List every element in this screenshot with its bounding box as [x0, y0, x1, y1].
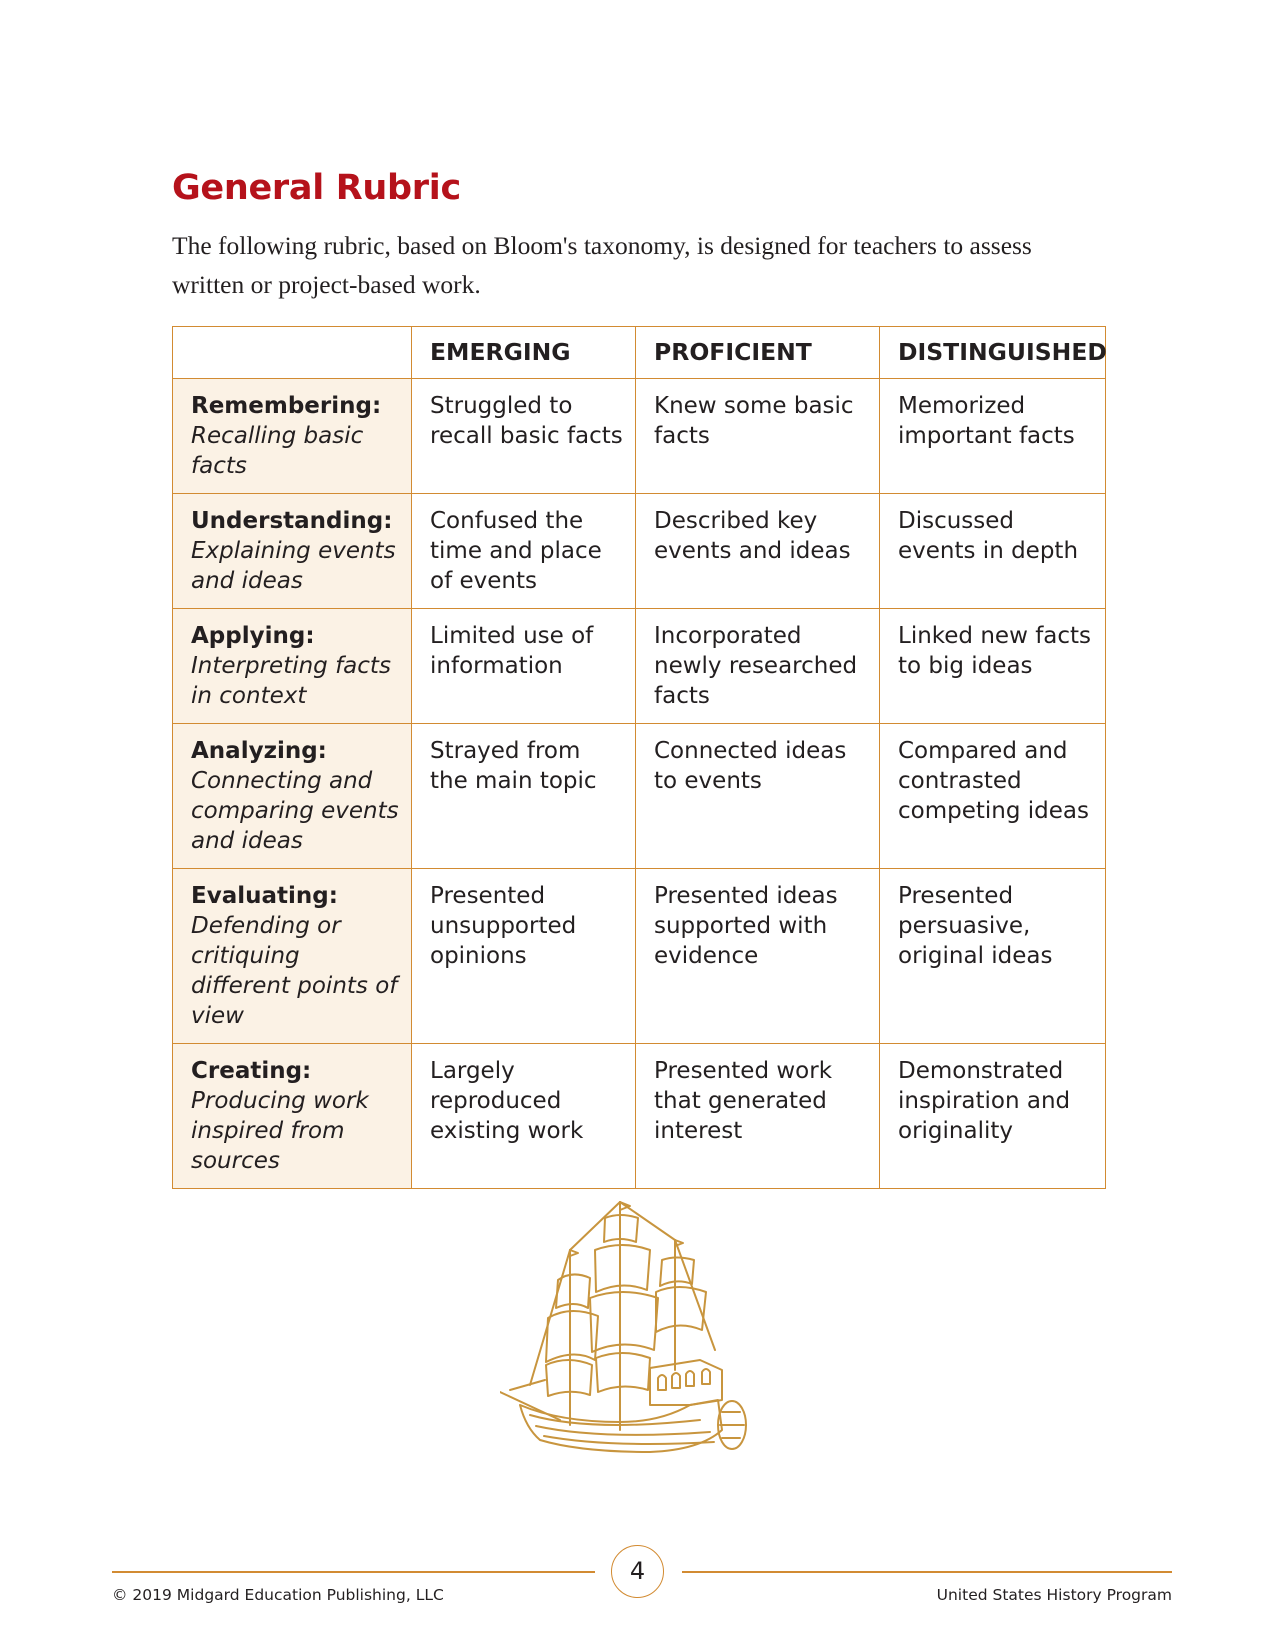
emerging-cell: Limited use of information: [412, 609, 636, 724]
level-name: Applying:: [191, 623, 315, 649]
level-name: Evaluating:: [191, 883, 338, 909]
page-title: General Rubric: [172, 168, 461, 208]
level-cell: [173, 379, 412, 494]
level-description: Producing work inspired from sources: [191, 1088, 369, 1174]
proficient-cell: Presented work that generated interest: [636, 1044, 880, 1189]
table-row: [173, 379, 1106, 494]
header-cell-distinguished: DISTINGUISHED: [880, 327, 1106, 379]
footer-divider-right: [682, 1571, 1172, 1573]
distinguished-cell: Linked new facts to big ideas: [880, 609, 1106, 724]
footer-program-name: United States History Program: [936, 1586, 1172, 1604]
proficient-cell: Connected ideas to events: [636, 724, 880, 869]
proficient-cell: Knew some basic facts: [636, 379, 880, 494]
distinguished-cell: Presented persuasive, original ideas: [880, 869, 1106, 1044]
page-number: 4: [611, 1545, 664, 1598]
footer-divider-left: [112, 1571, 595, 1573]
ship-icon: [500, 1200, 760, 1460]
level-cell: [173, 609, 412, 724]
level-description: Interpreting facts in context: [191, 653, 391, 709]
level-name: Analyzing:: [191, 738, 327, 764]
level-cell: [173, 869, 412, 1044]
emerging-cell: Struggled to recall basic facts: [412, 379, 636, 494]
table-row: [173, 609, 1106, 724]
level-cell: [173, 724, 412, 869]
level-cell: [173, 494, 412, 609]
header-cell-blank: [173, 327, 412, 379]
table-row: [173, 869, 1106, 1044]
header-cell-emerging: EMERGING: [412, 327, 636, 379]
emerging-cell: Strayed from the main topic: [412, 724, 636, 869]
distinguished-cell: Compared and contrasted competing ideas: [880, 724, 1106, 869]
proficient-cell: Presented ideas supported with evidence: [636, 869, 880, 1044]
level-name: Remembering:: [191, 393, 382, 419]
table-row: [173, 1044, 1106, 1189]
emerging-cell: Confused the time and place of events: [412, 494, 636, 609]
emerging-cell: Largely reproduced existing work: [412, 1044, 636, 1189]
distinguished-cell: Memorized important facts: [880, 379, 1106, 494]
level-description: Explaining events and ideas: [191, 538, 396, 594]
footer-copyright: © 2019 Midgard Education Publishing, LLC: [112, 1586, 444, 1604]
header-cell-proficient: PROFICIENT: [636, 327, 880, 379]
level-name: Understanding:: [191, 508, 393, 534]
proficient-cell: Described key events and ideas: [636, 494, 880, 609]
table-header-row: [173, 327, 1106, 379]
rubric-table: [172, 326, 1106, 1189]
table-row: [173, 724, 1106, 869]
level-description: Defending or critiquing different points of view: [191, 913, 398, 1029]
proficient-cell: Incorporated newly researched facts: [636, 609, 880, 724]
distinguished-cell: Demonstrated inspiration and originality: [880, 1044, 1106, 1189]
level-description: Connecting and comparing events and ideas: [191, 768, 399, 854]
level-description: Recalling basic facts: [191, 423, 364, 479]
distinguished-cell: Discussed events in depth: [880, 494, 1106, 609]
intro-paragraph: The following rubric, based on Bloom's taxonomy, is designed for teachers to assess written or project-based work.: [172, 231, 1032, 299]
level-cell: [173, 1044, 412, 1189]
table-row: [173, 494, 1106, 609]
level-name: Creating:: [191, 1058, 312, 1084]
emerging-cell: Presented unsupported opinions: [412, 869, 636, 1044]
